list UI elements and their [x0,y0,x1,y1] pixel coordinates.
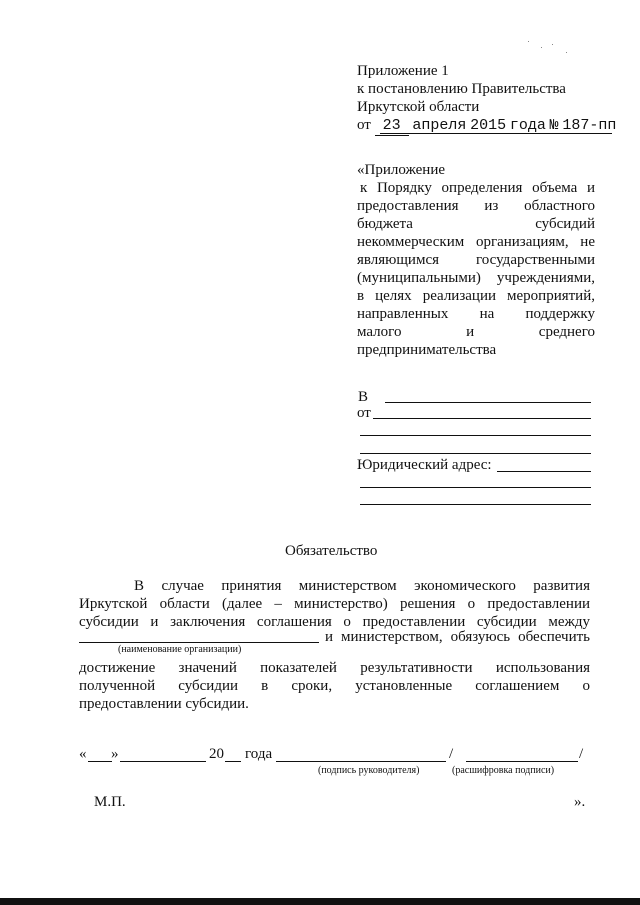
signature-decoding-caption: (расшифровка подписи) [452,765,555,776]
to-field-line[interactable] [385,402,591,403]
paragraph-line: Иркутской области (далее – министерство) решения о предоставлении [79,596,590,612]
signature-row [79,745,599,765]
date-prefix: от [357,117,371,133]
quote-close: » [111,746,119,762]
signature-caption: (подпись руководителя) [318,765,420,776]
paragraph-line-last: предоставлении субсидии. [79,696,249,712]
paragraph-line: В случае принятия министерством экономического развития [134,578,590,594]
address-blank-line[interactable] [360,435,591,436]
number-value: 187-пп [562,117,617,134]
legal-address-blank-line[interactable] [360,504,591,505]
header-line-3: Иркутской области [357,99,480,115]
appendix-line: предпринимательства [357,342,497,358]
day-field-line[interactable] [88,761,112,762]
slash-separator: / [449,746,454,762]
appendix-line: направленных на поддержку [357,306,595,322]
date-day: 23 [375,116,409,136]
closing-quote: ». [574,794,586,810]
header-line-1: Приложение 1 [357,63,449,79]
header-line-2: к постановлению Правительства [357,81,566,97]
appendix-line: некоммерческим организациям, не [357,234,595,250]
appendix-line: предоставления из областного [357,198,595,214]
stamp-label: М.П. [94,794,126,810]
date-month: апреля [412,117,467,134]
scan-bottom-edge [0,898,640,905]
month-field-line[interactable] [120,761,206,762]
quote-open: « [79,746,87,762]
appendix-line: бюджета субсидий [357,216,595,232]
signature-field-line[interactable] [276,761,446,762]
document-title: Обязательство [285,543,378,559]
year-digits-field-line[interactable] [225,761,241,762]
paragraph-line: субсидии и заключения соглашения о предоставлении субсидии между [79,614,590,630]
to-label: В [358,389,369,405]
scan-speck [566,52,567,53]
from-label: от [357,405,371,421]
organization-caption: (наименование организации) [118,644,242,655]
scan-speck [552,44,553,45]
scan-speck [541,47,542,48]
appendix-line: к Порядку определения объема и [360,180,595,196]
signature-decoding-field-line[interactable] [466,761,578,762]
legal-address-label: Юридический адрес: [357,457,492,473]
appendix-line: в целях реализации мероприятий, [357,288,595,304]
organization-line-suffix: и министерством, обязуюсь обеспечить [325,629,590,645]
legal-address-field-line[interactable] [497,471,591,472]
date-underline [380,133,612,134]
date-year-word: года [509,117,546,134]
number-sign: № [549,117,559,134]
address-blank-line[interactable] [360,453,591,454]
appendix-line: малого и среднего [357,324,595,340]
century-label: 20 [209,746,224,762]
year-word: года [245,746,273,762]
appendix-title: «Приложение [357,162,446,178]
appendix-line: являющимся государственными [357,252,595,268]
paragraph-line: достижение значений показателей результативности использования [79,660,590,676]
organization-name-field-line[interactable] [79,642,319,643]
from-field-line[interactable] [373,418,591,419]
scan-speck [528,41,529,42]
legal-address-blank-line[interactable] [360,487,591,488]
date-year: 2015 [470,117,507,134]
paragraph-line: полученной субсидии в сроки, установленные соглашением о [79,678,590,694]
appendix-line: (муниципальными) учреждениями, [357,270,595,286]
slash-separator-end: / [579,746,584,762]
